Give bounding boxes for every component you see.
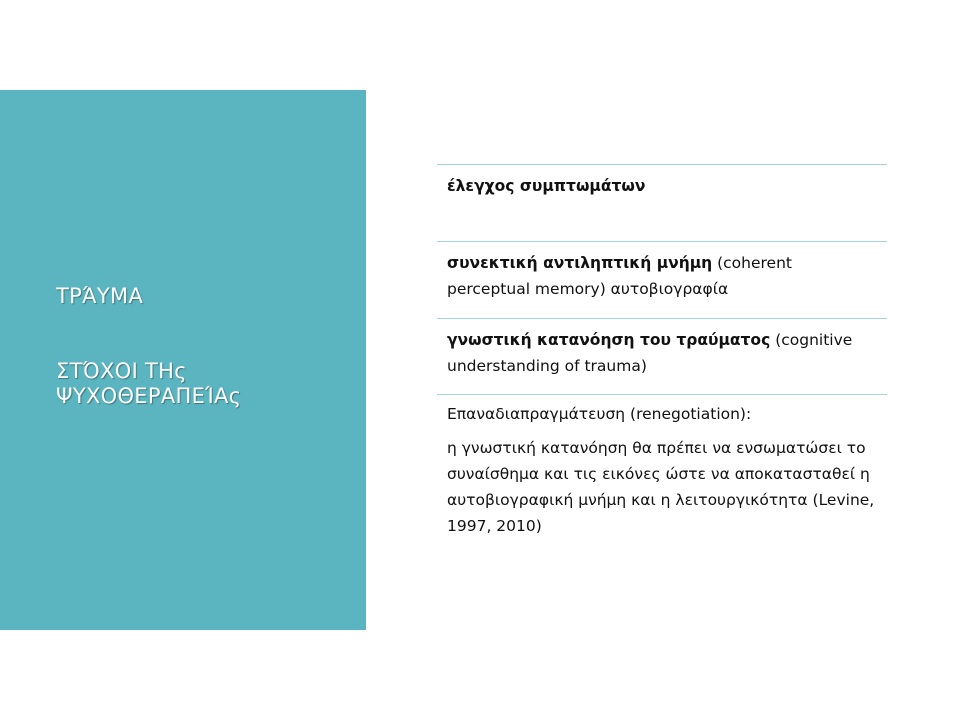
title-line-trauma: ΤΡΆΥΜΑ <box>56 284 144 308</box>
item-bold-text: έλεγχος συμπτωμάτων <box>447 177 646 195</box>
item-text: (coherent perceptual memory) αυτοβιογραφία <box>447 254 792 298</box>
title-line-psychotherapy: ΨΥΧΟΘΕΡΑΠΕΊΑς <box>56 384 242 408</box>
list-item <box>437 318 887 394</box>
goals-list <box>437 164 887 539</box>
list-item <box>437 241 887 318</box>
slide-title <box>56 284 356 409</box>
item-bold-text: συνεκτική αντιληπτική μνήμη <box>447 254 713 272</box>
list-item <box>437 164 887 241</box>
list-item <box>437 394 887 539</box>
item-text: (cognitive understanding of trauma) <box>447 331 853 375</box>
item-body: η γνωστική κατανόηση θα πρέπει να ενσωματώσει το συναίσθημα και τις εικόνες ώστε να αποκατασταθεί η αυτοβιογραφική μνήμη και η λειτουργικότητα (Levine, 1997, 2010) <box>447 439 875 535</box>
item-bold-text: γνωστική κατανόηση του τραύματος <box>447 331 771 349</box>
item-heading: Επαναδιαπραγμάτευση (renegotiation): <box>447 405 752 423</box>
title-line-goals: ΣΤΌΧΟΙ ΤΗς <box>56 359 187 383</box>
